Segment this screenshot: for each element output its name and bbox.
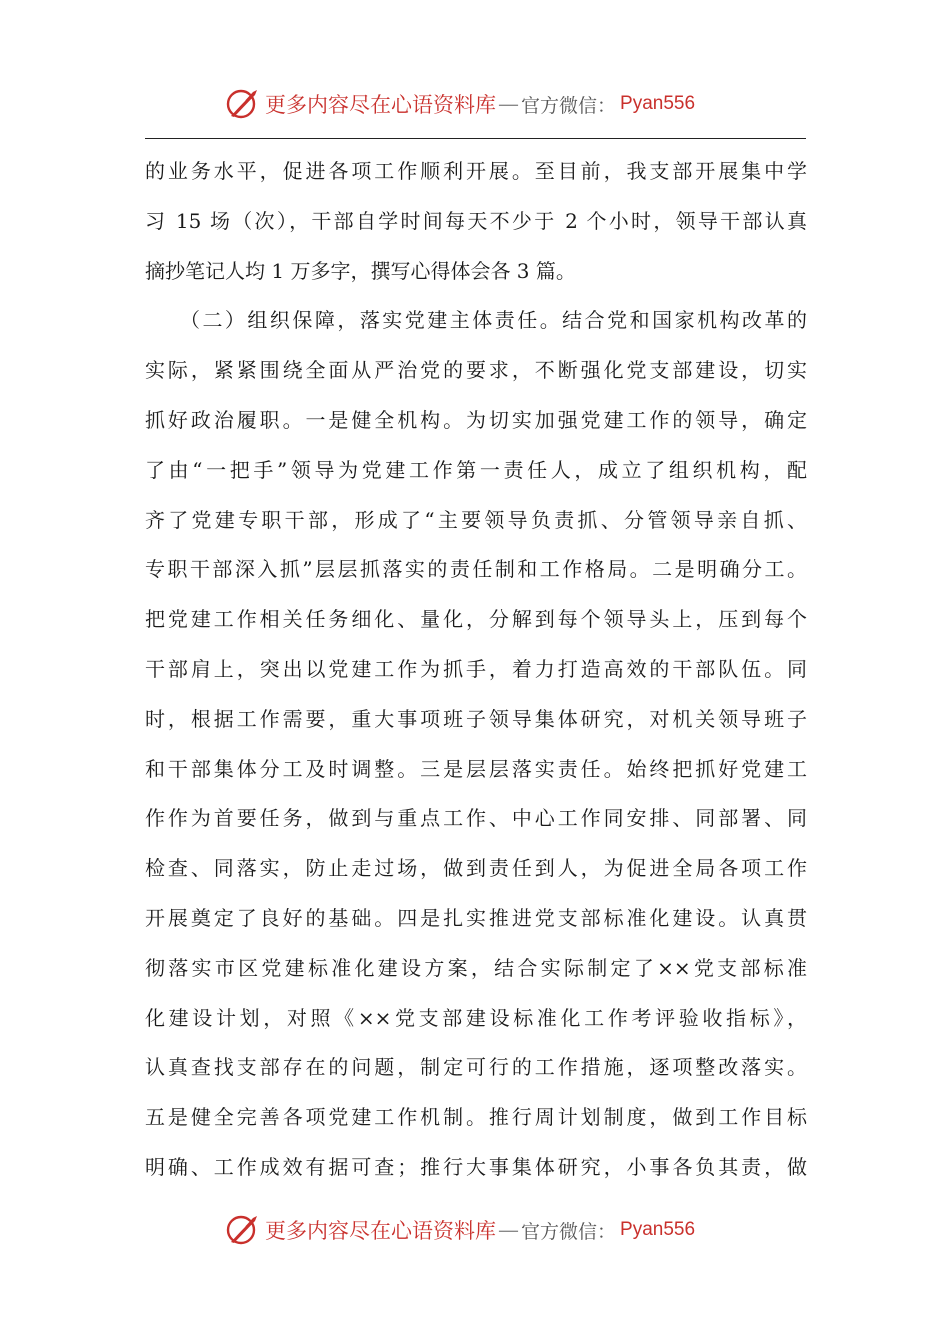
body-line: 时，根据工作需要，重大事项班子领导集体研究，对机关领导班子	[145, 706, 807, 731]
official-label: 官方微信：	[521, 1220, 617, 1243]
wechat-id: Pyan556	[620, 1219, 696, 1240]
body-line: 了由“一把手”领导为党建工作第一责任人，成立了组织机构，配	[145, 457, 807, 482]
quill-logo-icon	[225, 1212, 261, 1248]
body-line: 专职干部深入抓”层层抓落实的责任制和工作格局。二是明确分工。	[145, 557, 807, 582]
official-label: 官方微信：	[521, 94, 617, 117]
body-line: 和干部集体分工及时调整。三是层层落实责任。始终把抓好党建工	[145, 756, 807, 781]
body-line: 把党建工作相关任务细化、量化，分解到每个领导头上，压到每个	[145, 607, 807, 632]
quill-logo-icon	[225, 86, 261, 122]
body-line: 齐了党建专职干部，形成了“主要领导负责抓、分管领导亲自抓、	[145, 507, 807, 532]
watermark-dash: —	[498, 1218, 519, 1242]
body-line: 摘抄笔记人均 1 万多字，撰写心得体会各 3 篇。	[145, 258, 576, 283]
wechat-id: Pyan556	[620, 93, 696, 114]
body-line: 抓好政治履职。一是健全机构。为切实加强党建工作的领导，确定	[145, 407, 807, 432]
watermark-text: 更多内容尽在心语资料库	[265, 1219, 496, 1243]
body-line: （二）组织保障，落实党建主体责任。结合党和国家机构改革的	[145, 308, 807, 333]
header-watermark	[225, 84, 745, 124]
body-line: 干部肩上，突出以党建工作为抓手，着力打造高效的干部队伍。同	[145, 656, 807, 681]
body-line: 明确、工作成效有据可查；推行大事集体研究，小事各负其责，做	[145, 1154, 807, 1179]
footer-watermark	[225, 1210, 745, 1250]
body-line: 的业务水平，促进各项工作顺利开展。至目前，我支部开展集中学	[145, 159, 807, 183]
watermark-dash: —	[498, 92, 519, 116]
body-line: 实际，紧紧围绕全面从严治党的要求，不断强化党支部建设，切实	[145, 358, 807, 383]
document-body	[145, 147, 807, 1193]
body-line: 检查、同落实，防止走过场，做到责任到人，为促进全局各项工作	[145, 856, 807, 881]
watermark-text: 更多内容尽在心语资料库	[265, 93, 496, 117]
header-divider	[145, 138, 806, 139]
body-line: 认真查找支部存在的问题，制定可行的工作措施，逐项整改落实。	[145, 1055, 807, 1080]
body-line: 彻落实市区党建标准化建设方案，结合实际制定了××党支部标准	[145, 955, 807, 980]
body-line: 作作为首要任务，做到与重点工作、中心工作同安排、同部署、同	[145, 806, 807, 831]
body-line: 五是健全完善各项党建工作机制。推行周计划制度，做到工作目标	[145, 1105, 807, 1130]
body-line: 化建设计划，对照《××党支部建设标准化工作考评验收指标》，	[145, 1005, 807, 1030]
body-line: 开展奠定了良好的基础。四是扎实推进党支部标准化建设。认真贯	[145, 905, 807, 930]
body-line: 习 15 场（次），干部自学时间每天不少于 2 个小时，领导干部认真	[145, 208, 807, 233]
